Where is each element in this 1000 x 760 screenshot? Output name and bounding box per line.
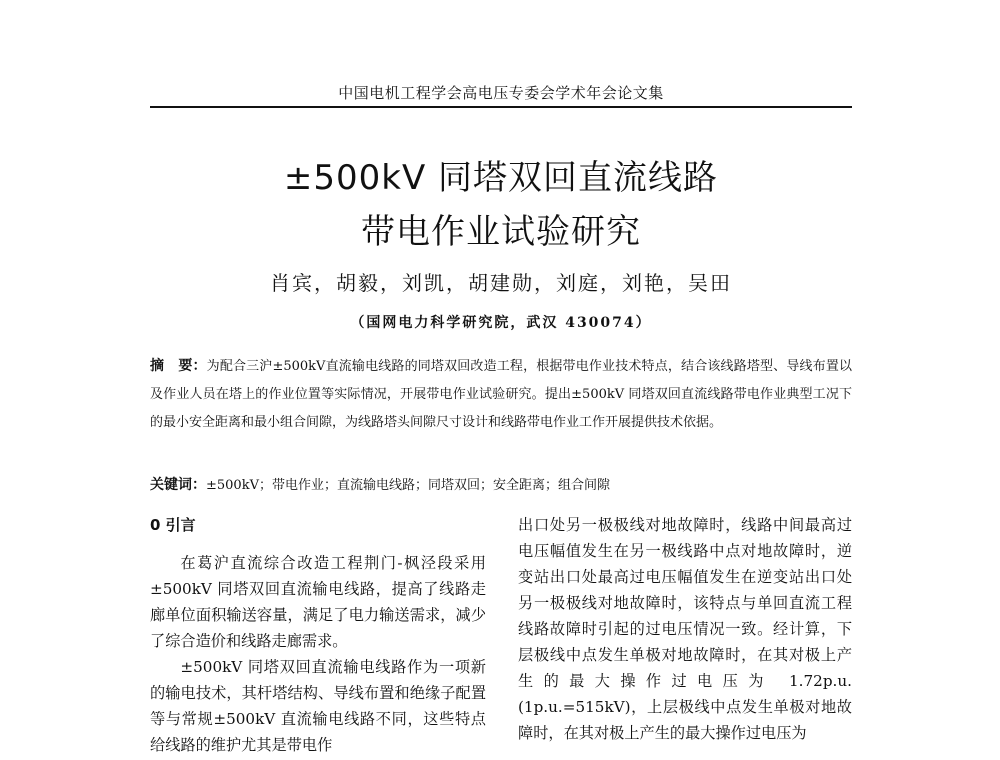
header-divider — [150, 106, 852, 108]
affiliation: （国网电力科学研究院，武汉 430074） — [350, 315, 652, 331]
section-heading-introduction: 0 引言 — [150, 516, 196, 534]
journal-header: 中国电机工程学会高电压专委会学术年会论文集 — [338, 84, 664, 102]
body-column-left — [150, 512, 486, 758]
keywords — [150, 475, 852, 496]
keywords-label: 关键词： — [150, 477, 206, 493]
body-paragraph-2: ±500kV 同塔双回直流输电线路作为一项新的输电技术，其杆塔结构、导线布置和绝缘子配置等与常规±500kV 直流输电线路不同，这些特点给线路的维护尤其是带电作 — [150, 658, 486, 754]
body-column-right — [518, 512, 852, 746]
abstract-label: 摘 要： — [150, 358, 207, 374]
paper-title-line-2: 带电作业试验研究 — [361, 212, 641, 252]
paper-title-line-1: ±500kV 同塔双回直流线路 — [283, 158, 719, 198]
author-list: 肖宾，胡毅，刘凯，胡建勋，刘庭，刘艳，吴田 — [270, 271, 732, 295]
body-paragraph-1: 在葛沪直流综合改造工程荆门-枫泾段采用±500kV 同塔双回直流输电线路，提高了线路走廊单位面积输送容量，满足了电力输送需求，减少了综合造价和线路走廊需求。 — [150, 554, 486, 650]
keywords-text: ±500kV；带电作业；直流输电线路；同塔双回；安全距离；组合间隙 — [206, 478, 610, 493]
abstract — [150, 352, 852, 437]
body-paragraph-continued: 出口处另一极极线对地故障时，线路中间最高过电压幅值发生在另一极线路中点对地故障时，逆变站出口处最高过电压幅值发生在逆变站出口处另一极极线对地故障时，该特点与单回直流工程线路故障时引起的过电压情况一致。经计算，下层极线中点发生单极对地故障时，在其对极上产生的最大操作过电压为 1.72p.u.(1p.u.=515kV)，上层极线中点发生单极对地故障时，在其对极上产生的最大操作过电压为 — [518, 516, 852, 742]
abstract-text: 为配合三沪±500kV直流输电线路的同塔双回改造工程，根据带电作业技术特点，结合该线路塔型、导线布置以及作业人员在塔上的作业位置等实际情况，开展带电作业试验研究。提出±500kV 同塔双回直流线路带电作业典型工况下的最小安全距离和最小组合间隙，为线路塔头间隙尺寸设计和线路带电作业工作开展提供技术依据。 — [150, 359, 852, 430]
